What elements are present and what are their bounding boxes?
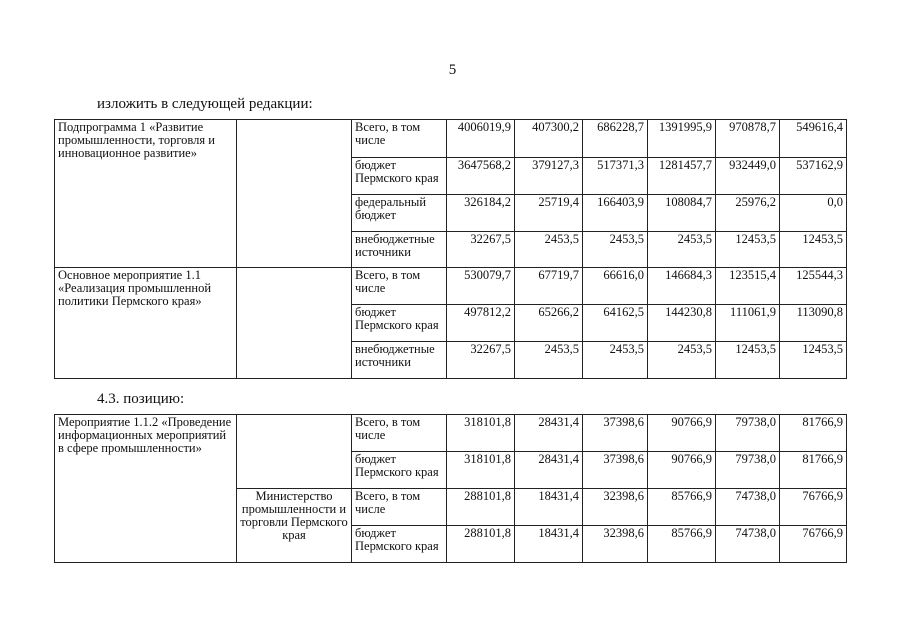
value-cell: 81766,9	[780, 415, 847, 452]
value-cell: 18431,4	[515, 489, 583, 526]
responsible-ministry: Министерство промышленности и торговли Пермского края	[237, 489, 352, 563]
responsible-cell	[237, 415, 352, 489]
value-cell: 146684,3	[648, 268, 716, 305]
value-cell: 4006019,9	[447, 120, 515, 158]
section1-intro: изложить в следующей редакции:	[97, 96, 313, 112]
funding-source: внебюджетные источники	[352, 342, 447, 379]
table-row	[55, 268, 847, 305]
value-cell: 32398,6	[583, 526, 648, 563]
value-cell: 18431,4	[515, 526, 583, 563]
value-cell: 326184,2	[447, 195, 515, 232]
section2-intro: 4.3. позицию:	[97, 391, 185, 407]
value-cell: 686228,7	[583, 120, 648, 158]
funding-table-2	[54, 414, 847, 563]
responsible-cell	[237, 268, 352, 379]
value-cell: 2453,5	[648, 232, 716, 268]
funding-source: внебюджетные источники	[352, 232, 447, 268]
value-cell: 497812,2	[447, 305, 515, 342]
value-cell: 90766,9	[648, 415, 716, 452]
program-name: Подпрограмма 1 «Развитие промышленности, торговля и инновационное развитие»	[55, 120, 237, 268]
value-cell: 549616,4	[780, 120, 847, 158]
value-cell: 25719,4	[515, 195, 583, 232]
value-cell: 37398,6	[583, 452, 648, 489]
value-cell: 932449,0	[716, 158, 780, 195]
value-cell: 288101,8	[447, 526, 515, 563]
value-cell: 2453,5	[515, 232, 583, 268]
value-cell: 144230,8	[648, 305, 716, 342]
value-cell: 66616,0	[583, 268, 648, 305]
value-cell: 32267,5	[447, 232, 515, 268]
funding-source: бюджет Пермского края	[352, 305, 447, 342]
funding-source: Всего, в том числе	[352, 415, 447, 452]
funding-source: бюджет Пермского края	[352, 158, 447, 195]
value-cell: 1391995,9	[648, 120, 716, 158]
value-cell: 76766,9	[780, 526, 847, 563]
funding-source: федеральный бюджет	[352, 195, 447, 232]
funding-source: Всего, в том числе	[352, 268, 447, 305]
funding-source: Всего, в том числе	[352, 489, 447, 526]
value-cell: 12453,5	[780, 232, 847, 268]
value-cell: 288101,8	[447, 489, 515, 526]
value-cell: 318101,8	[447, 452, 515, 489]
funding-table-1	[54, 119, 847, 379]
page-number: 5	[448, 62, 457, 78]
value-cell: 74738,0	[716, 489, 780, 526]
value-cell: 537162,9	[780, 158, 847, 195]
value-cell: 2453,5	[583, 342, 648, 379]
value-cell: 79738,0	[716, 415, 780, 452]
value-cell: 2453,5	[648, 342, 716, 379]
value-cell: 517371,3	[583, 158, 648, 195]
value-cell: 318101,8	[447, 415, 515, 452]
table-row	[55, 120, 847, 158]
value-cell: 28431,4	[515, 415, 583, 452]
value-cell: 111061,9	[716, 305, 780, 342]
value-cell: 12453,5	[780, 342, 847, 379]
value-cell: 12453,5	[716, 342, 780, 379]
value-cell: 108084,7	[648, 195, 716, 232]
value-cell: 81766,9	[780, 452, 847, 489]
value-cell: 530079,7	[447, 268, 515, 305]
funding-source: Всего, в том числе	[352, 120, 447, 158]
funding-source: бюджет Пермского края	[352, 526, 447, 563]
value-cell: 28431,4	[515, 452, 583, 489]
value-cell: 123515,4	[716, 268, 780, 305]
value-cell: 90766,9	[648, 452, 716, 489]
value-cell: 166403,9	[583, 195, 648, 232]
value-cell: 1281457,7	[648, 158, 716, 195]
value-cell: 32398,6	[583, 489, 648, 526]
activity-name: Мероприятие 1.1.2 «Проведение информационных мероприятий в сфере промышленности»	[55, 415, 237, 563]
funding-source: бюджет Пермского края	[352, 452, 447, 489]
value-cell: 407300,2	[515, 120, 583, 158]
value-cell: 85766,9	[648, 526, 716, 563]
value-cell: 12453,5	[716, 232, 780, 268]
value-cell: 25976,2	[716, 195, 780, 232]
value-cell: 67719,7	[515, 268, 583, 305]
value-cell: 2453,5	[583, 232, 648, 268]
value-cell: 79738,0	[716, 452, 780, 489]
value-cell: 2453,5	[515, 342, 583, 379]
responsible-cell	[237, 120, 352, 268]
value-cell: 970878,7	[716, 120, 780, 158]
value-cell: 37398,6	[583, 415, 648, 452]
value-cell: 74738,0	[716, 526, 780, 563]
value-cell: 0,0	[780, 195, 847, 232]
value-cell: 85766,9	[648, 489, 716, 526]
value-cell: 113090,8	[780, 305, 847, 342]
value-cell: 76766,9	[780, 489, 847, 526]
value-cell: 125544,3	[780, 268, 847, 305]
value-cell: 64162,5	[583, 305, 648, 342]
value-cell: 379127,3	[515, 158, 583, 195]
value-cell: 65266,2	[515, 305, 583, 342]
table-row	[55, 415, 847, 452]
value-cell: 3647568,2	[447, 158, 515, 195]
activity-name: Основное мероприятие 1.1 «Реализация промышленной политики Пермского края»	[55, 268, 237, 379]
value-cell: 32267,5	[447, 342, 515, 379]
